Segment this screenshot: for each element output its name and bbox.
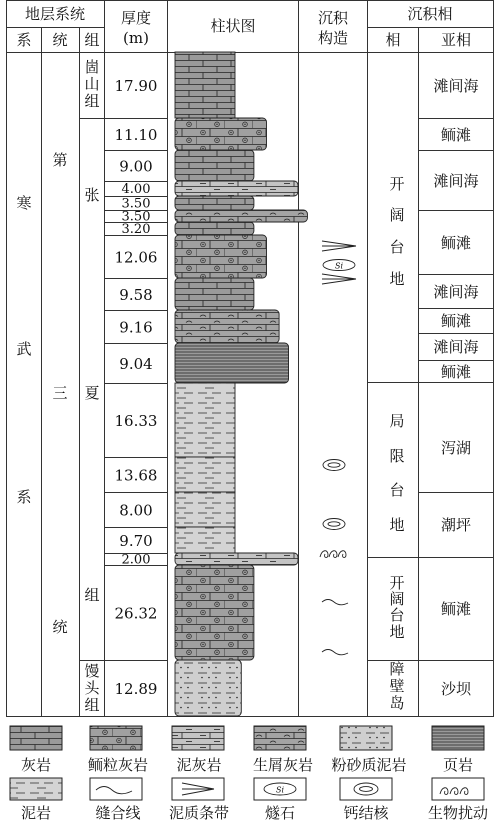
header-strat-system: 地层系统	[24, 5, 86, 23]
lithology-layer-argillaceous	[175, 181, 298, 196]
facies-char: 台	[389, 481, 405, 499]
system-char: 系	[16, 488, 32, 506]
legend-label: 生物扰动	[427, 804, 489, 822]
legend-label: 泥灰岩	[176, 756, 222, 774]
legend-swatch-bioturbation	[432, 778, 484, 800]
thickness-value: 26.32	[114, 604, 158, 623]
legend-swatch-silty	[340, 726, 392, 750]
system-char: 寒	[16, 194, 32, 212]
legend-label: 泥质条带	[168, 804, 230, 822]
legend-label: 灰岩	[20, 756, 52, 774]
series-char: 统	[52, 618, 68, 636]
facies-char: 岛	[389, 694, 405, 712]
lithology-layer-mudstone	[175, 383, 235, 457]
formation-column	[80, 58, 104, 714]
legend-swatch-argillaceous-band	[172, 778, 224, 800]
header-system: 系	[16, 31, 32, 49]
lithology-layer-oolitic	[175, 565, 254, 660]
lithology-layer-mudstone	[175, 457, 235, 492]
thickness-value: 9.70	[119, 532, 153, 550]
legend-swatch-argillaceous	[172, 726, 224, 750]
facies-char: 台	[389, 606, 405, 624]
subfacies-label: 鲕滩	[440, 126, 472, 144]
subfacies-label: 滩间海	[433, 338, 479, 356]
thickness-value: 9.04	[119, 355, 153, 373]
thickness-value: 3.50	[121, 196, 151, 212]
header-thickness-unit: (m)	[123, 29, 149, 47]
lithology-layer-limestone	[175, 150, 254, 181]
lithology-layer-bioclastic	[175, 310, 279, 343]
legend-swatch-calcareous-nodule	[340, 778, 392, 800]
header-subfacies-col: 亚相	[440, 31, 472, 49]
facies-char: 地	[389, 516, 405, 534]
subfacies-label: 鲕滩	[440, 312, 472, 330]
formation-char: 馒	[84, 662, 100, 680]
lithology-layer-oolitic	[175, 235, 267, 278]
subfacies-label: 滩间海	[433, 77, 479, 95]
thickness-value: 9.00	[119, 157, 153, 176]
legend-label: 泥岩	[20, 804, 52, 822]
header-formation: 组	[84, 31, 100, 49]
legend-label: 燧石	[264, 804, 296, 822]
facies-char: 地	[389, 623, 405, 641]
facies-char: 开	[389, 574, 405, 592]
facies-char: 障	[389, 660, 405, 678]
header-facies-col: 相	[385, 31, 401, 49]
thickness-value: 8.00	[119, 501, 153, 520]
legend-label: 生屑灰岩	[252, 756, 314, 774]
formation-char: 夏	[84, 384, 100, 402]
legend-label: 粉砂质泥岩	[331, 756, 407, 774]
facies-char: 壁	[389, 677, 405, 695]
series-char: 第	[52, 151, 68, 169]
subfacies-label: 潮坪	[440, 516, 472, 534]
legend-swatch-oolitic	[90, 726, 142, 750]
lithology-layer-limestone	[175, 222, 254, 235]
legend	[10, 726, 488, 822]
subfacies-label: 鲕滩	[440, 234, 472, 252]
thickness-value: 9.16	[119, 318, 153, 337]
chert-label: Si	[334, 261, 344, 271]
legend-label: 页岩	[442, 756, 474, 774]
facies-char: 局	[389, 412, 405, 430]
formation-char: 头	[84, 679, 100, 697]
thickness-column	[105, 77, 167, 698]
formation-char: 张	[84, 186, 100, 204]
subfacies-label: 滩间海	[433, 172, 479, 190]
lithology-layer-silty	[175, 660, 241, 716]
thickness-value: 3.20	[121, 222, 151, 237]
legend-label: 钙结核	[343, 804, 389, 822]
header-column: 柱状图	[210, 17, 256, 35]
thickness-value: 12.06	[114, 248, 158, 267]
facies-char: 台	[389, 238, 405, 256]
subfacies-column	[418, 77, 494, 698]
lithology-layer-argillaceous	[175, 553, 298, 565]
structure-column	[320, 241, 356, 655]
lithology-layer-bioclastic	[175, 210, 307, 222]
thickness-value: 11.10	[114, 126, 158, 144]
lithology-layer-mudstone	[175, 527, 235, 553]
facies-char: 限	[389, 447, 405, 465]
lithology-layer-limestone	[175, 196, 254, 210]
chert-symbol	[323, 260, 355, 271]
formation-char: 组	[84, 92, 100, 110]
thickness-value: 12.89	[114, 680, 158, 698]
lithology-layer-oolitic	[175, 118, 267, 150]
facies-char: 地	[389, 270, 405, 288]
lithology-layer-shale	[175, 343, 289, 383]
legend-label: 鲕粒灰岩	[87, 756, 149, 774]
facies-char: 开	[389, 175, 405, 193]
stylolite-symbol	[322, 600, 348, 655]
legend-label: 缝合线	[95, 804, 141, 822]
lithology-layer-limestone	[175, 52, 235, 118]
thickness-value: 16.33	[114, 412, 158, 430]
formation-char: 山	[84, 75, 100, 93]
header-facies: 沉积相	[407, 5, 453, 23]
calcareous-nodule-symbol	[323, 460, 345, 530]
header-series: 统	[52, 31, 68, 49]
thickness-value: 4.00	[121, 182, 151, 197]
header-structure-1: 沉积	[317, 9, 349, 27]
subfacies-label: 鲕滩	[440, 363, 472, 381]
system-column	[16, 194, 31, 506]
legend-swatch-stylolite	[90, 778, 142, 800]
formation-char: 组	[84, 696, 100, 714]
facies-char: 阔	[389, 206, 405, 224]
legend-swatch-bioclastic	[254, 726, 306, 750]
subfacies-label: 沙坝	[440, 680, 472, 698]
thickness-value: 9.58	[119, 286, 153, 304]
legend-swatch-mudstone	[10, 778, 62, 800]
lithology-layer-mudstone	[175, 492, 235, 527]
bioturbation-symbol	[320, 551, 346, 558]
legend-swatch-chert	[254, 778, 306, 800]
subfacies-label: 鲕滩	[440, 600, 472, 618]
series-char: 三	[52, 384, 68, 402]
subfacies-label: 泻湖	[440, 439, 472, 457]
legend-swatch-limestone	[10, 726, 62, 750]
thickness-value: 17.90	[114, 77, 158, 95]
thickness-value: 3.50	[121, 209, 151, 225]
facies-column	[367, 175, 418, 712]
legend-chert-label: Si	[275, 785, 285, 795]
header-thickness: 厚度	[120, 9, 152, 27]
facies-char: 阔	[389, 590, 405, 608]
system-char: 武	[16, 340, 32, 358]
subfacies-label: 滩间海	[433, 283, 479, 301]
legend-swatch-shale	[432, 726, 484, 750]
formation-char: 组	[84, 586, 100, 604]
lithology-column	[175, 52, 307, 716]
thickness-value: 2.00	[121, 552, 151, 568]
lithology-layer-limestone	[175, 278, 254, 310]
formation-char: 崮	[84, 58, 100, 76]
header-structure-2: 构造	[317, 29, 349, 47]
thickness-value: 13.68	[114, 466, 158, 485]
series-column	[52, 151, 67, 636]
